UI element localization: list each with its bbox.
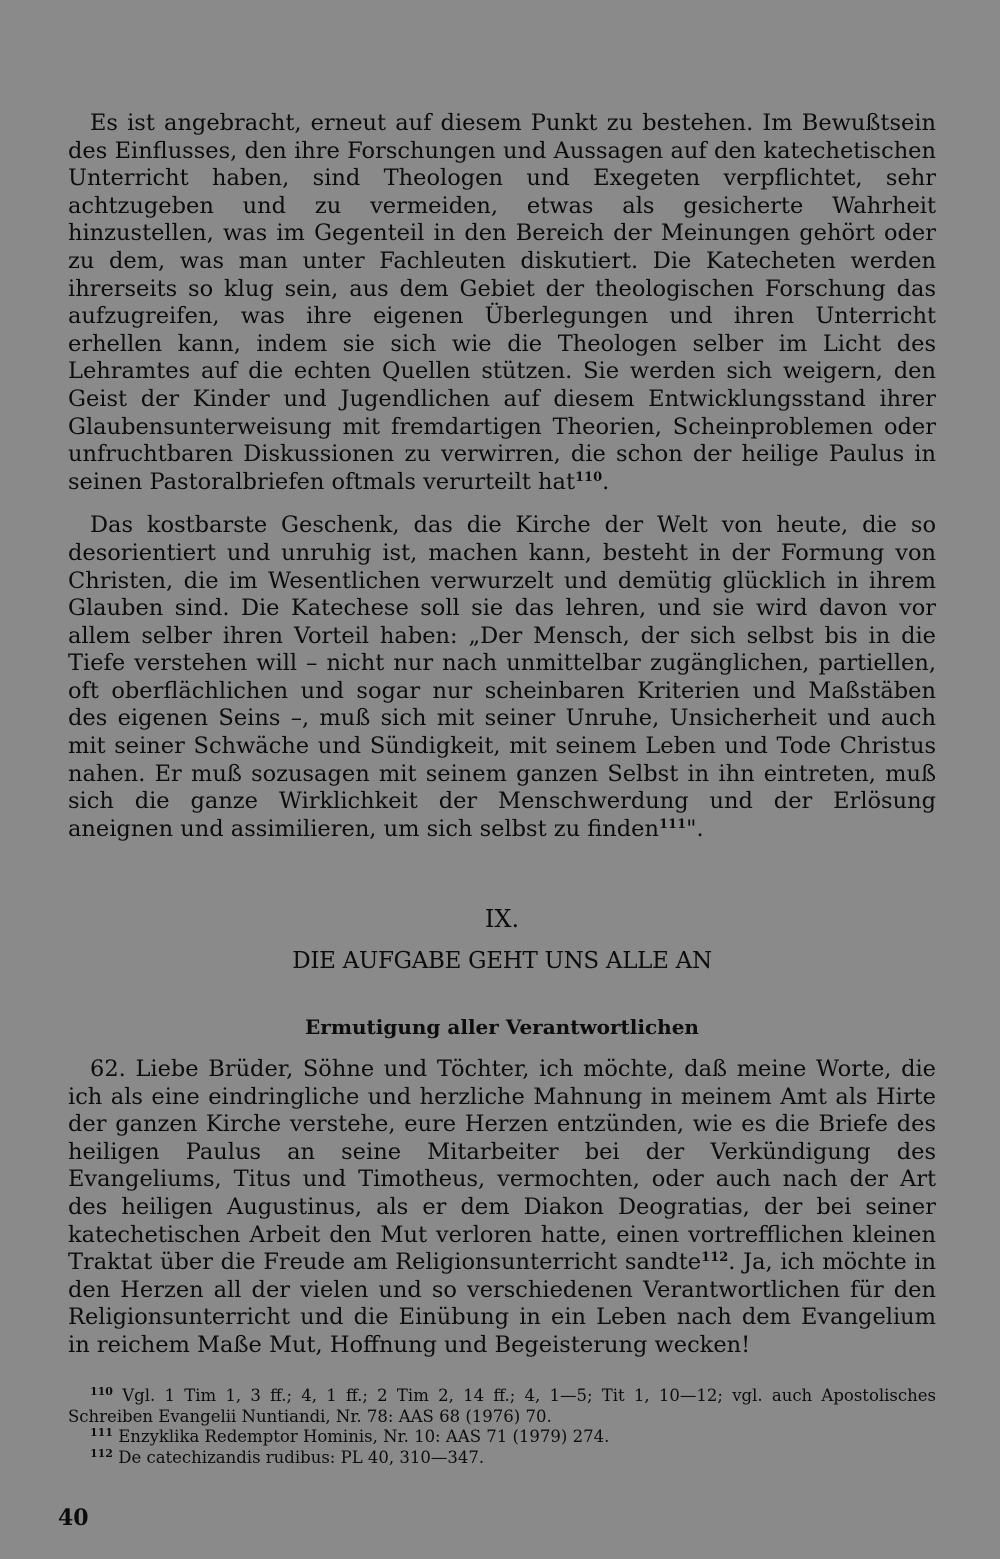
footnote-number: 112 <box>90 1446 113 1460</box>
chapter-number: IX. <box>484 905 520 933</box>
numbered-section <box>68 1056 936 1360</box>
footnote-text: Vgl. 1 Tim 1, 3 ff.; 4, 1 ff.; 2 Tim 2, 14 ff.; 4, 1—5; Tit 1, 10—12; vgl. auch Apostolisches Schreiben Evangelii Nuntiandi, Nr. 78: AAS 68 (1976) 70. <box>68 1386 936 1426</box>
paragraph-text: Es ist angebracht, erneut auf diesem Punkt zu bestehen. Im Bewußtsein des Einflusses, den ihre Forschungen und Aussagen auf den katechetischen Unterricht haben, sind Theologen und Exegeten verpflichtet, sehr achtzugeben und zu vermeiden, etwas als gesicherte Wahrheit hinzustellen, was im Gegenteil in den Bereich der Meinungen gehört oder zu dem, was man unter Fachleuten diskutiert. Die Katecheten werden ihrerseits so klug sein, aus dem Gebiet der theologischen Forschung das aufzugreifen, was ihre eigenen Überlegungen und ihren Unterricht erhellen kann, indem sie sich wie die Theologen selber im Licht des Lehramtes auf die echten Quellen stützen. Sie werden sich weigern, den Geist der Kinder und Jugendlichen auf diesem Entwicklungsstand ihrer Glaubensunterweisung mit fremdartigen Theorien, Scheinproblemen oder unfruchtbaren Diskussionen zu verwirren, die schon der heilige Paulus in seinen Pastoralbriefen oftmals verurteilt hat <box>68 110 936 495</box>
paragraph-text: Das kostbarste Geschenk, das die Kirche der Welt von heute, die so desorientiert und unruhig ist, machen kann, besteht in der Formung von Christen, die im Wesentlichen verwurzelt und demütig glücklich in ihrem Glauben sind. Die Katechese soll sie das lehren, und sie wird davon vor allem selber ihren Vorteil haben: „Der Mensch, der sich selbst bis in die Tiefe verstehen will – nicht nur nach unmittelbar zugänglichen, partiellen, oft oberflächlichen und sogar nur scheinbaren Kriterien und Maßstäben des eigenen Seins –, muß sich mit seiner Unruhe, Unsicherheit und auch mit seiner Schwäche und Sündigkeit, mit seinem Leben und Tode Christus nahen. Er muß sozusagen mit seinem ganzen Selbst in ihn eintreten, muß sich die ganze Wirklichkeit der Menschwerdung und der Erlösung aneignen und assimilieren, um sich selbst zu finden <box>68 512 936 842</box>
footnote-ref[interactable]: 112 <box>701 1250 729 1266</box>
body-paragraph <box>68 110 936 496</box>
paragraph-end: . Ja, ich möchte in den Herzen all der vielen und so verschiedenen Verantwortlichen für den Religionsunterricht und die Einübung in ein Leben nach dem Evangelium in reichem Maße Mut, Hoffnung und Begeisterung wecken! <box>68 1249 936 1358</box>
body-paragraph <box>68 512 936 843</box>
footnote-text: De catechizandis rudibus: PL 40, 310—347. <box>118 1447 485 1467</box>
footnote <box>68 1427 936 1448</box>
footnote-ref[interactable]: 110 <box>575 469 603 485</box>
paragraph-text: 62. Liebe Brüder, Söhne und Töchter, ich möchte, daß meine Worte, die ich als eine eindringliche und herzliche Mahnung in meinem Amt als Hirte der ganzen Kirche verstehe, eure Herzen entzünden, wie es die Briefe des heiligen Paulus an seine Mitarbeiter bei der Verkündigung des Evangeliums, Titus und Timotheus, vermochten, oder auch nach der Art des heiligen Augustinus, als er dem Diakon Deogratias, der bei seiner katechetischen Arbeit den Mut verloren hatte, einen vortrefflichen kleinen Traktat über die Freude am Religionsunterricht sandte <box>68 1056 936 1276</box>
paragraph-end: ". <box>686 815 704 842</box>
footnote-text: Enzyklika Redemptor Hominis, Nr. 10: AAS 71 (1979) 274. <box>118 1427 610 1446</box>
body-paragraph <box>68 1056 936 1360</box>
footnote-number: 110 <box>90 1385 113 1398</box>
chapter-title: DIE AUFGABE GEHT UNS ALLE AN <box>292 948 712 974</box>
page-body <box>68 110 936 1467</box>
paragraph-end: . <box>602 468 610 495</box>
footnotes <box>68 1386 936 1468</box>
footnote <box>68 1386 936 1427</box>
section-heading: Ermutigung aller Verantwortlichen <box>305 1015 699 1039</box>
footnote-number: 111 <box>90 1426 113 1439</box>
footnote-ref[interactable]: 111 <box>659 816 687 832</box>
page-number: 40 <box>58 1505 89 1531</box>
footnote <box>68 1448 936 1469</box>
